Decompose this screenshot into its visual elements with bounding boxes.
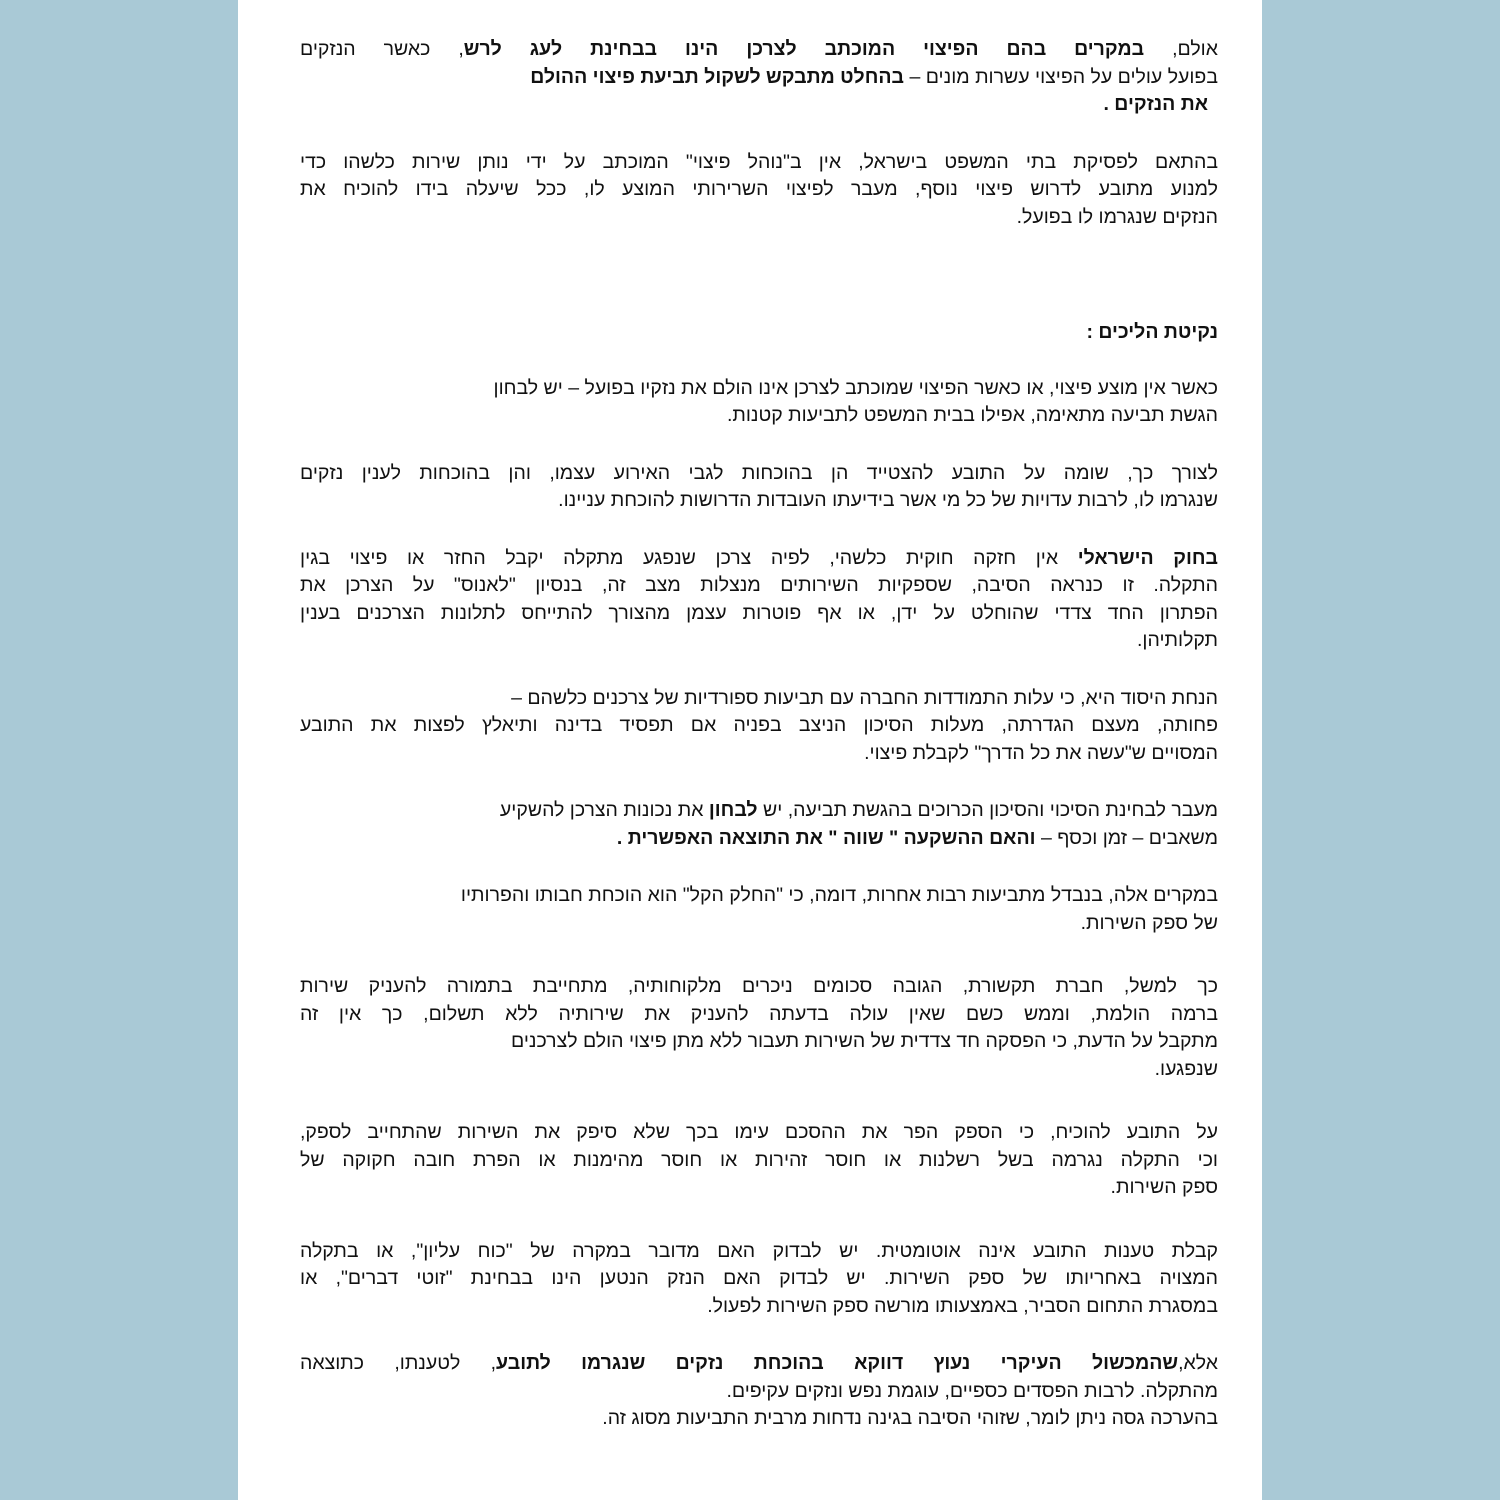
p10-line-1: על התובע להוכיח, כי הספק הפר את ההסכם עימו בכך שלא סיפק את השירות שהתחייב לספק,	[300, 1121, 1218, 1143]
p5-line-3: הפתרון החד צדדי שהוחלט על ידן, או אף פוטרות עצמן מהצורך להתייחס לתלונות הצרכנים בענין	[300, 601, 1218, 624]
p5-line-2: התקלה. זו כנראה הסיבה, שספקיות השירותים מנצלות מצב זה, בנסיון "לאנוס" על הצרכן את	[300, 574, 1218, 596]
p5-line-1: בחוק הישראלי אין חזקה חוקית כלשהי, לפיה צרכן שנפגע מתקלה יקבל החזר או פיצוי בגין	[300, 546, 1218, 569]
p9-line-2: ברמה הולמת, וממש כשם שאין עולה בדעתה להעניק את שירותיה ללא תשלום, כך אין זה	[300, 1002, 1218, 1025]
p7-line-2: משאבים – זמן וכסף – והאם ההשקעה " שווה " את התוצאה האפשרית .	[616, 826, 1218, 849]
p3-line-1: כאשר אין מוצע פיצוי, או כאשר הפיצוי שמוכתב לצרכן אינו הולם את נזקיו בפועל – יש לבחון	[493, 376, 1218, 399]
paragraph-9	[300, 973, 1218, 1083]
p6-line-3: המסויים ש"עשה את כל הדרך" לקבלת פיצוי.	[864, 741, 1218, 764]
p2-line-2: למנוע מתובע לדרוש פיצוי נוסף, מעבר לפיצוי השרירותי המוצע לו, ככל שיעלה בידו להוכיח את	[300, 178, 1218, 200]
document-body	[300, 36, 1218, 1433]
paragraph-10	[300, 1119, 1218, 1202]
p10-line-3: ספק השירות.	[1110, 1176, 1218, 1198]
p1-line-1: אולם, במקרים בהם הפיצוי המוכתב לצרכן הינו בבחינת לעג לרש, כאשר הנזקים	[300, 38, 1218, 60]
p1-line-2: בפועל עולים על הפיצוי עשרות מונים – בהחלט מתבקש לשקול תביעת פיצוי ההולם	[530, 65, 1218, 88]
p7-line-1: מעבר לבחינת הסיכוי והסיכון הכרוכים בהגשת תביעה, יש לבחון את נכונות הצרכן להשקיע	[499, 799, 1218, 821]
p6-line-2: פחותה, מעצם הגדרתה, מעלות הסיכון הניצב בפניה אם תפסיד בדינה ותיאלץ לפצות את התובע	[300, 714, 1218, 736]
p8-line-1: במקרים אלה, בנבדל מתביעות רבות אחרות, דומה, כי "החלק הקל" הוא הוכחת חבותו והפרותיו	[460, 884, 1218, 906]
paragraph-1	[300, 36, 1218, 119]
p11-line-3: במסגרת התחום הסביר, באמצעותו מורשה ספק השירות לפעול.	[707, 1294, 1218, 1317]
paragraph-11	[300, 1238, 1218, 1321]
document-page	[238, 0, 1262, 1500]
p4-line-1: לצורך כך, שומה על התובע להצטייד הן בהוכחות לגבי האירוע עצמו, והן בהוכחות לענין נזקים	[300, 461, 1218, 484]
paragraph-3	[300, 375, 1218, 430]
p11-line-1: קבלת טענות התובע אינה אוטומטית. יש לבדוק האם מדובר במקרה של "כוח עליון", או בתקלה	[300, 1239, 1218, 1262]
p5-line-4: תקלותיהן.	[1137, 629, 1218, 651]
section-heading: נקיטת הליכים :	[1086, 321, 1218, 343]
p8-line-2: של ספק השירות.	[1080, 911, 1218, 934]
p10-line-2: וכי התקלה נגרמה בשל רשלנות או חוסר זהירות או חוסר מהימנות או הפרת חובה חקוקה של	[300, 1148, 1218, 1171]
paragraph-12	[300, 1350, 1218, 1433]
paragraph-7	[300, 797, 1218, 852]
p2-line-3: הנזקים שנגרמו לו בפועל.	[1016, 205, 1218, 228]
p12-line-2: מהתקלה. לרבות הפסדים כספיים, עוגמת נפש ונזקים עקיפים.	[726, 1379, 1218, 1402]
p9-line-4: שנפגעו.	[1154, 1057, 1218, 1080]
p9-line-3: מתקבל על הדעת, כי הפסקה חד צדדית של השירות תעבור ללא מתן פיצוי הולם לצרכנים	[511, 1030, 1218, 1052]
paragraph-4	[300, 460, 1218, 515]
paragraph-8	[300, 882, 1218, 937]
p1-line-3: את הנזקים .	[1103, 93, 1208, 115]
p3-line-2: הגשת תביעה מתאימה, אפילו בבית המשפט לתביעות קטנות.	[726, 404, 1218, 426]
paragraph-6	[300, 685, 1218, 768]
p9-line-1: כך למשל, חברת תקשורת, הגובה סכומים ניכרים מלקוחותיה, מתחייבת בתמורה להעניק שירות	[300, 975, 1218, 997]
p2-line-1: בהתאם לפסיקת בתי המשפט בישראל, אין ב"נוהל פיצוי" המוכתב על ידי נותן שירות כלשהו כדי	[300, 150, 1218, 173]
p4-line-2: שנגרמו לו, לרבות עדויות של כל מי אשר בידיעתו העובדות הדרושות להוכחת עניינו.	[558, 489, 1218, 511]
p12-line-3: בהערכה גסה ניתן לומר, שזוהי הסיבה בגינה נדחות מרבית התביעות מסוג זה.	[602, 1407, 1218, 1429]
paragraph-2	[300, 149, 1218, 232]
p12-line-1: אלא,שהמכשול העיקרי נעוץ דווקא בהוכחת נזקים שנגרמו לתובע, לטענתו, כתוצאה	[300, 1352, 1218, 1374]
paragraph-5	[300, 545, 1218, 655]
p11-line-2: המצויה באחריותו של ספק השירות. יש לבדוק האם הנזק הנטען הינו בבחינת "זוטי דברים", או	[300, 1267, 1218, 1289]
p6-line-1: הנחת היסוד היא, כי עלות התמודדות החברה עם תביעות ספורדיות של צרכנים כלשהם –	[511, 686, 1218, 709]
